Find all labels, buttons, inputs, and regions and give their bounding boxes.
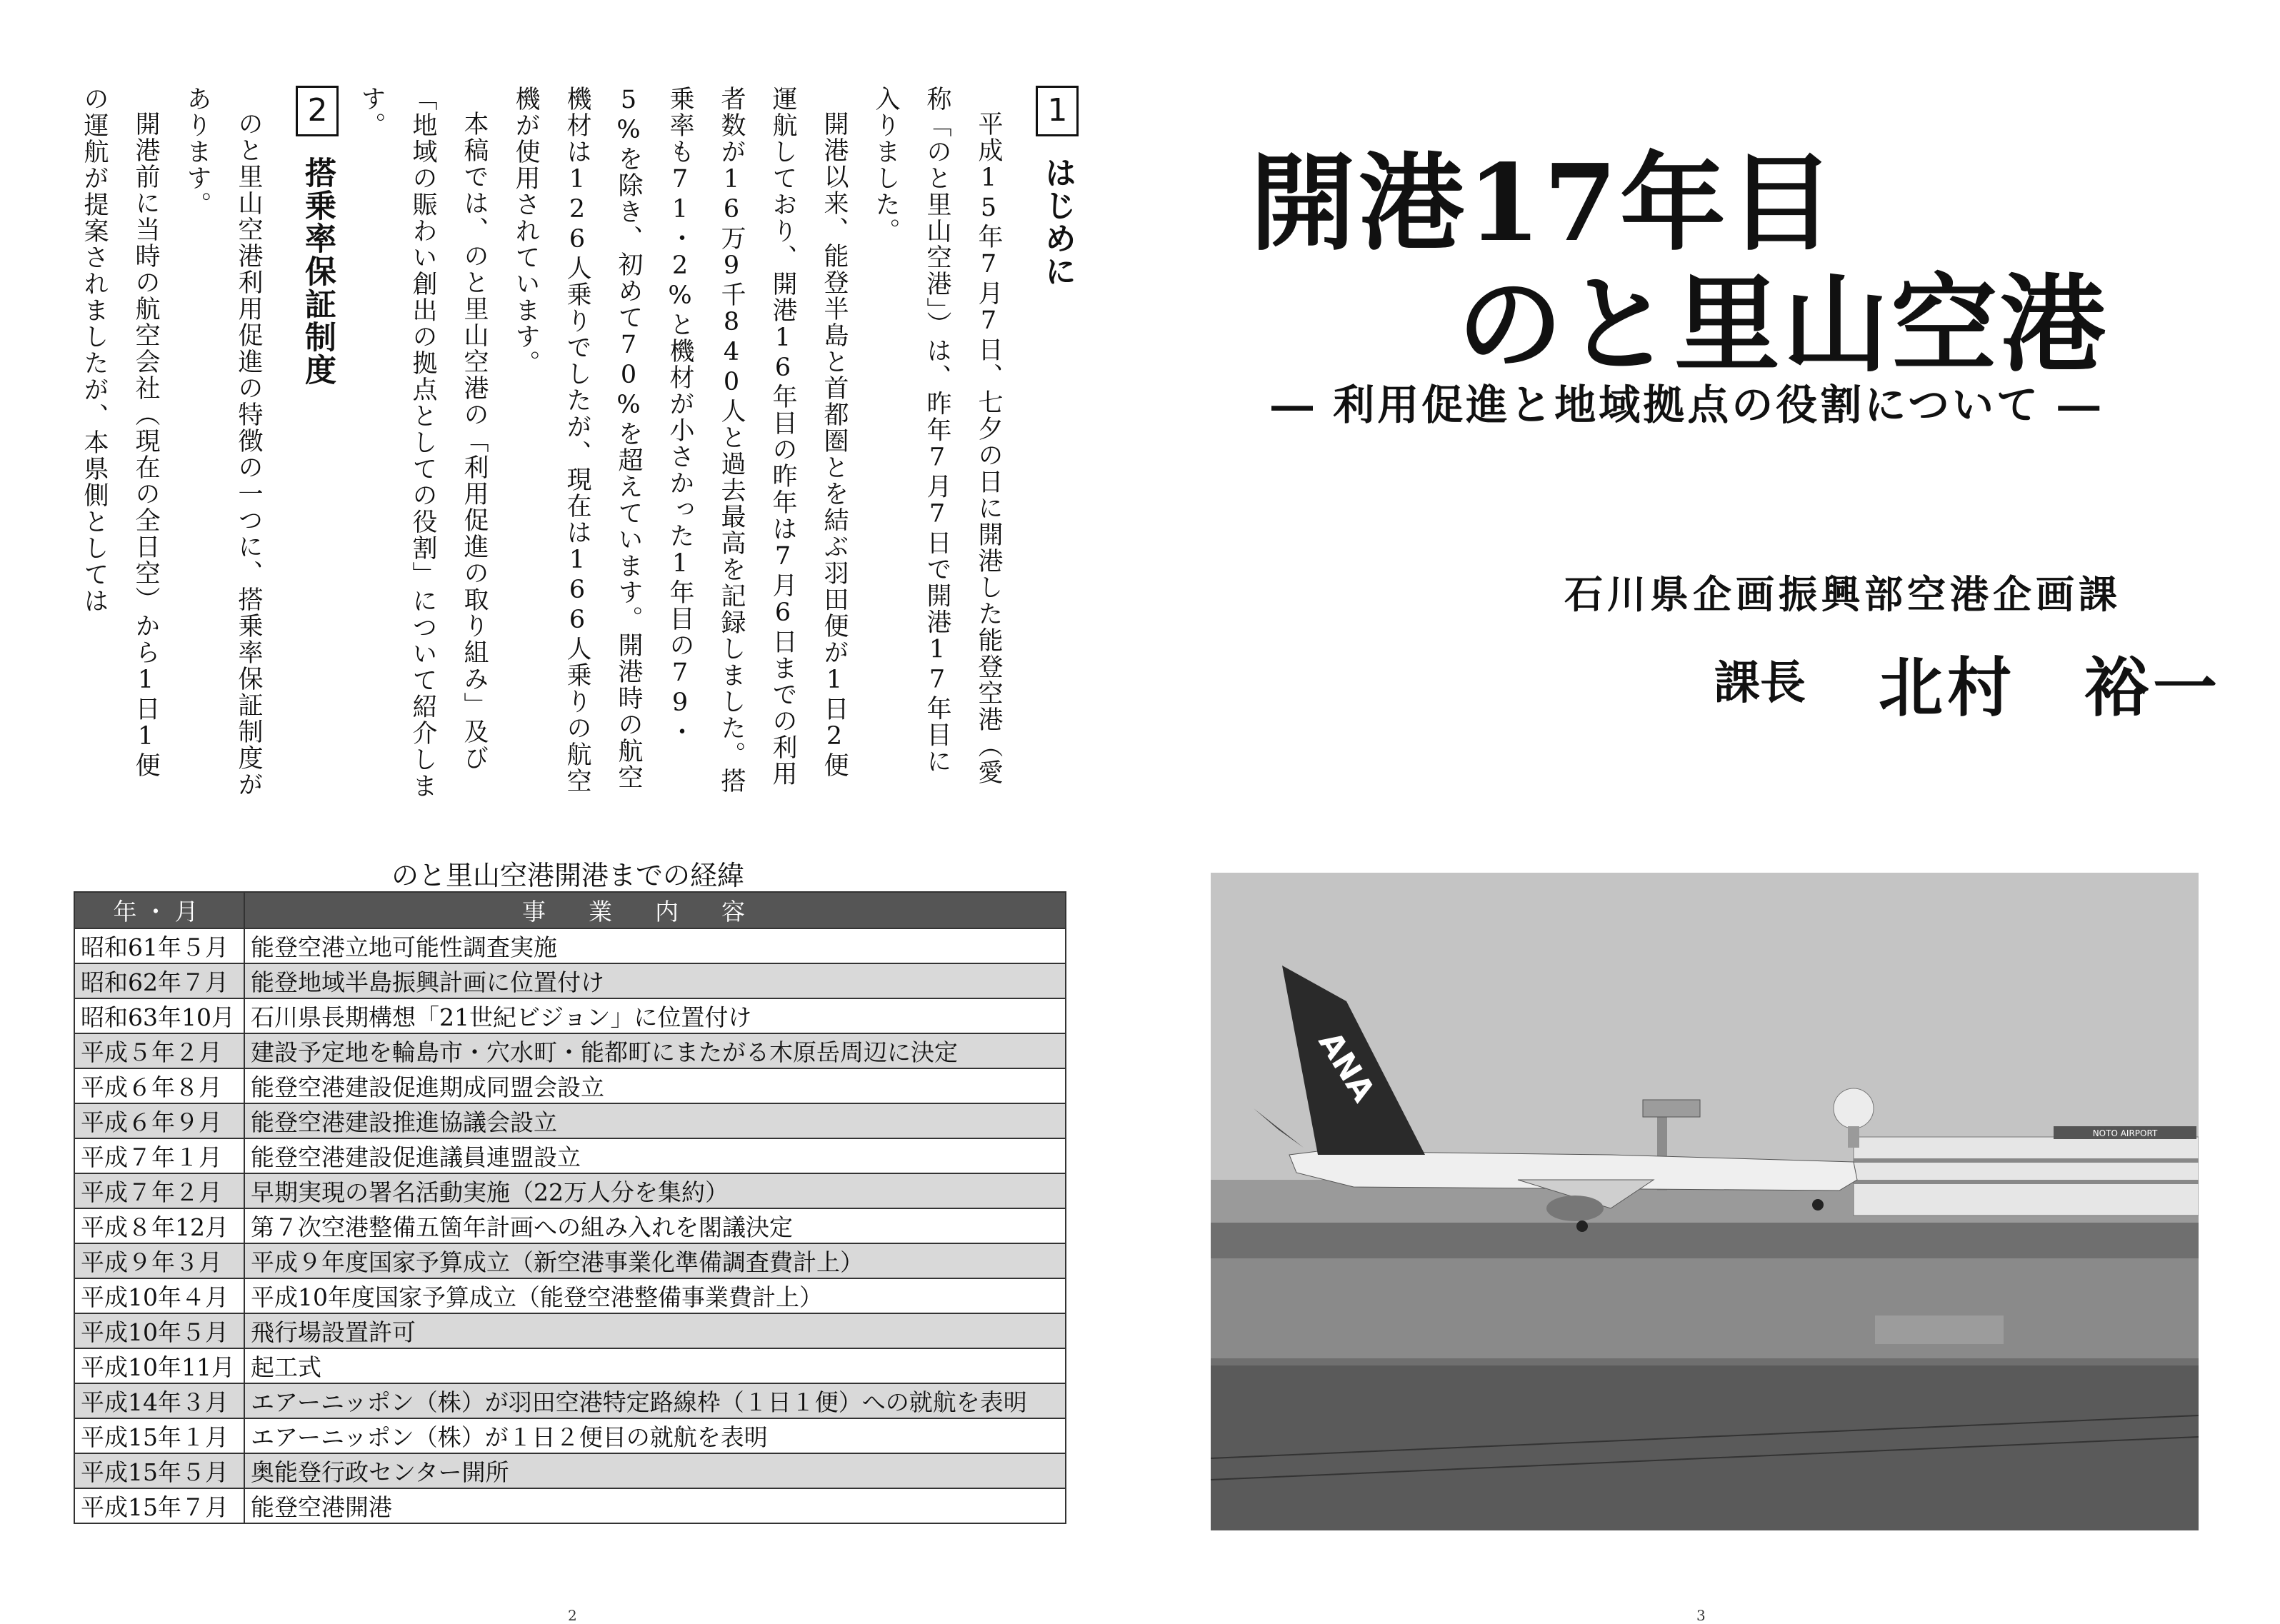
table-row [74, 1313, 1066, 1348]
event-cell: 能登空港開港 [244, 1488, 1066, 1523]
page-number-left: 2 [568, 1607, 577, 1624]
table-row [74, 1243, 1066, 1278]
article-title-line2: のと里山空港 [1457, 262, 2109, 386]
paragraph: のと里山空港利用促進の特徴の一つに、搭乗率保証制度があります。 [183, 86, 263, 798]
tail-logo: ANA [1311, 1025, 1382, 1108]
date-cell: 平成６年９月 [74, 1103, 244, 1138]
paragraph: 平成15年7月7日、七夕の日に開港した能登空港（愛称「のと里山空港」）は、昨年7月7日で開港17年目に入りました。 [871, 86, 1003, 786]
date-cell: 平成10年４月 [74, 1278, 244, 1313]
paragraph: 本稿では、のと里山空港の「利用促進の取り組み」及び「地域の賑わい創出の拠点としての役割」について紹介します。 [357, 86, 489, 799]
table-header-row [74, 892, 1066, 928]
airport-photo-illustration [1211, 873, 2199, 1530]
table-row [74, 1138, 1066, 1173]
date-cell: 昭和62年７月 [74, 963, 244, 998]
date-cell: 平成９年３月 [74, 1243, 244, 1278]
event-cell: 早期実現の署名活動実施（22万人分を集約） [244, 1173, 1066, 1208]
table-row [74, 1208, 1066, 1243]
date-cell: 平成14年３月 [74, 1383, 244, 1418]
section-number: 1 [1036, 86, 1079, 136]
column-header-event: 事業内容 [244, 892, 1066, 928]
date-cell: 平成15年７月 [74, 1488, 244, 1523]
table-row [74, 928, 1066, 963]
date-cell: 昭和61年５月 [74, 928, 244, 963]
event-cell: 石川県長期構想「21世紀ビジョン」に位置付け [244, 998, 1066, 1033]
column-header-date: 年・月 [74, 892, 244, 928]
table-row [74, 1488, 1066, 1523]
event-cell: エアーニッポン（株）が羽田空港特定路線枠（１日１便）への就航を表明 [244, 1383, 1066, 1418]
table-row [74, 998, 1066, 1033]
paragraph: 開港以来、能登半島と首都圏とを結ぶ羽田便が1日2便運航しており、開港16年目の昨年は7月6日までの利用者数が16万9千840人と過去最高を記録しました。搭乗率も71・2%と機材が小さかった1年目の79・5%を除き、初めて70%を超えています。開港時の航空機材は126人乗りでしたが、現在は166人乗りの航空機が使用されています。 [511, 86, 849, 794]
event-cell: 能登空港建設促進議員連盟設立 [244, 1138, 1066, 1173]
table-row [74, 1033, 1066, 1068]
paragraph: 開港前に当時の航空会社（現在の全日空）から1日1便の運航が提案されましたが、本県側としては [80, 86, 160, 778]
terminal-sign: NOTO AIRPORT [2092, 1128, 2158, 1138]
table-row [74, 1173, 1066, 1208]
table-row [74, 1103, 1066, 1138]
event-cell: 能登空港建設促進期成同盟会設立 [244, 1068, 1066, 1103]
event-cell: 第７次空港整備五箇年計画への組み入れを閣議決定 [244, 1208, 1066, 1243]
table-row [74, 963, 1066, 998]
event-cell: 起工式 [244, 1348, 1066, 1383]
date-cell: 平成15年５月 [74, 1453, 244, 1488]
event-cell: 能登地域半島振興計画に位置付け [244, 963, 1066, 998]
author-organization: 石川県企画振興部空港企画課 [1564, 571, 2121, 617]
table-row [74, 1453, 1066, 1488]
date-cell: 平成７年２月 [74, 1173, 244, 1208]
date-cell: 平成15年１月 [74, 1418, 244, 1453]
section-title: 搭乗率保証制度 [299, 156, 336, 386]
date-cell: 平成10年11月 [74, 1348, 244, 1383]
table-row [74, 1383, 1066, 1418]
date-cell: 平成５年２月 [74, 1033, 244, 1068]
table-row [74, 1418, 1066, 1453]
article-title-line1: 開港17年目 [1250, 141, 1837, 265]
section-title: はじめに [1039, 156, 1076, 288]
date-cell: 平成７年１月 [74, 1138, 244, 1173]
history-table [74, 891, 1066, 1524]
event-cell: 能登空港建設推進協議会設立 [244, 1103, 1066, 1138]
table-row [74, 1348, 1066, 1383]
author-name: 北村 裕一 [1879, 650, 2221, 726]
table-row [74, 1278, 1066, 1313]
event-cell: 飛行場設置許可 [244, 1313, 1066, 1348]
event-cell: 能登空港立地可能性調査実施 [244, 928, 1066, 963]
date-cell: 平成６年８月 [74, 1068, 244, 1103]
event-cell: 建設予定地を輪島市・穴水町・能都町にまたがる木原岳周辺に決定 [244, 1033, 1066, 1068]
event-cell: 平成９年度国家予算成立（新空港事業化準備調査費計上） [244, 1243, 1066, 1278]
page-number-right: 3 [1696, 1607, 1706, 1624]
event-cell: 奥能登行政センター開所 [244, 1453, 1066, 1488]
airport-photo [1211, 873, 2199, 1530]
section-heading-2 [291, 86, 343, 800]
section-heading-1 [1031, 86, 1083, 800]
table-row [74, 1068, 1066, 1103]
article-subtitle: ― 利用促進と地域拠点の役割について ― [1271, 381, 2103, 429]
table-caption: のと里山空港開港までの経緯 [391, 860, 744, 891]
event-cell: 平成10年度国家予算成立（能登空港整備事業費計上） [244, 1278, 1066, 1313]
author-role: 課長 [1714, 656, 1806, 710]
article-body [71, 86, 1086, 800]
event-cell: エアーニッポン（株）が１日２便目の就航を表明 [244, 1418, 1066, 1453]
date-cell: 平成10年５月 [74, 1313, 244, 1348]
date-cell: 平成８年12月 [74, 1208, 244, 1243]
date-cell: 昭和63年10月 [74, 998, 244, 1033]
section-number: 2 [296, 86, 339, 136]
